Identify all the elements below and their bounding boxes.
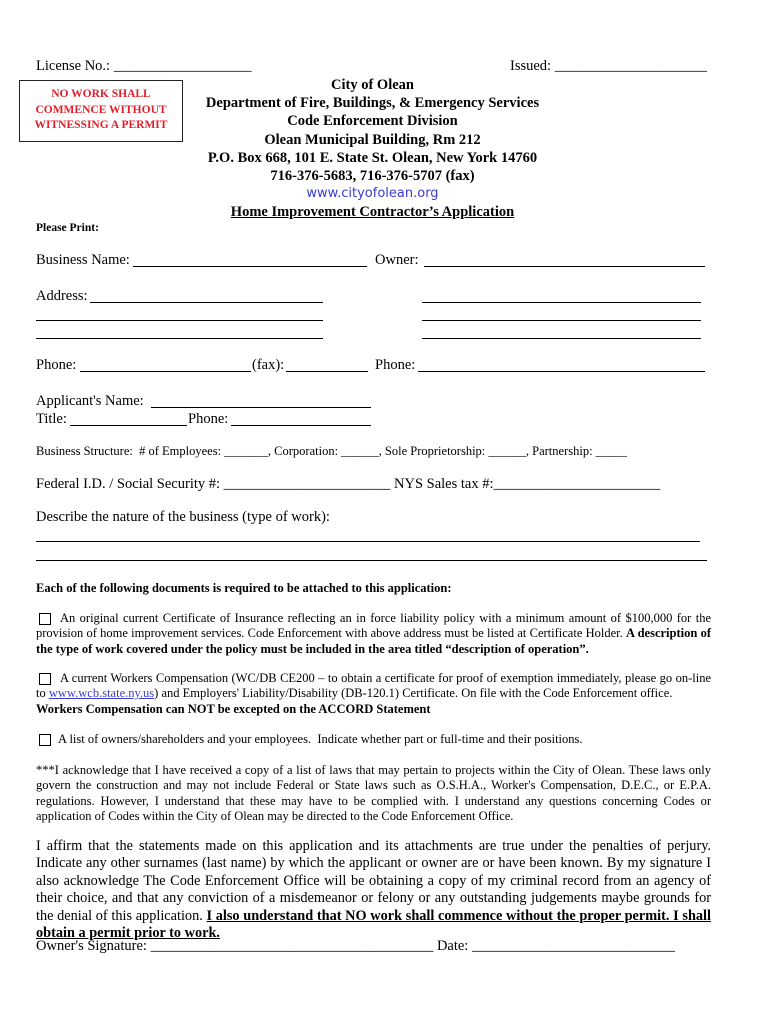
affirmation-paragraph bbox=[36, 838, 711, 942]
owner-phone-label: Phone: bbox=[375, 357, 416, 373]
warning-line: WITNESSING A PERMIT bbox=[34, 119, 168, 131]
address-line-2[interactable] bbox=[36, 320, 323, 321]
federal-id-field: Federal I.D. / Social Security #: _______________________ NYS Sales tax #:_______________________ bbox=[36, 476, 661, 492]
license-number-label: License No.: ___________________ bbox=[36, 58, 252, 74]
workers-comp-text: A current Workers Compensation (WC/DB CE200 – to obtain a certificate for proof of exemption immediately, please go on-line to bbox=[36, 671, 711, 701]
org-building: Olean Municipal Building, Rm 212 bbox=[264, 131, 481, 148]
insurance-text: An original current Certificate of Insurance reflecting an in force liability policy with a minimum amount of $100,000 for the provision of home improvement services. Code Enforcement with above address must be listed at Certificate Holder. bbox=[36, 611, 711, 641]
phone-line[interactable] bbox=[80, 371, 251, 372]
org-city: City of Olean bbox=[331, 77, 414, 93]
business-name-line[interactable] bbox=[133, 266, 367, 267]
title-line[interactable] bbox=[70, 425, 187, 426]
affirmation-text: I affirm that the statements made on this application and its attachments are true under the penalties of perjury. Indicate any other surnames (last name) by which the applicant or owner are or have been known. By my signature I also acknowledge The Code Enforcement Office will be obtaining a copy of my criminal record from an agency of their choice, and that any conviction of a misdemeanor or felony or any outstanding judgements maybe grounds for the denial of this application. bbox=[36, 838, 711, 924]
owner-phone-line[interactable] bbox=[418, 371, 705, 372]
owner-label: Owner: bbox=[375, 252, 419, 268]
owner-signature-field: Owner's Signature: _______________________________________ Date: ____________________________ bbox=[36, 938, 675, 954]
insurance-description-note: A description of the type of work covered under the policy must be included in the area titled “description of operation”. bbox=[36, 626, 711, 656]
org-address: P.O. Box 668, 101 E. State St. Olean, New York 14760 bbox=[207, 149, 538, 166]
website-link[interactable]: www.cityofolean.org bbox=[306, 186, 439, 202]
business-structure-field: Business Structure: # of Employees: _______, Corporation: ______, Sole Proprietorship: ______, Partnership: _____ bbox=[36, 444, 627, 458]
org-division: Code Enforcement Division bbox=[287, 113, 458, 130]
fax-line[interactable] bbox=[286, 371, 368, 372]
applicant-name-label: Applicant's Name: bbox=[36, 393, 144, 409]
describe-line-2[interactable] bbox=[36, 560, 707, 561]
workers-comp-text-2: ) and Employers' Liability/Disability (DB-120.1) Certificate. On file with the Code Enforcement office. bbox=[154, 686, 673, 701]
documents-heading: Each of the following documents is required to be attached to this application: bbox=[36, 581, 452, 595]
workers-comp-note: Workers Compensation can NOT be excepted on the ACCORD Statement bbox=[36, 701, 431, 716]
acknowledgement-text: ***I acknowledge that I have received a copy of a list of laws that may pertain to projects within the City of Olean. These laws only govern the construction and may not include Federal or State laws such as O.S.H.A., Worker's Compensation, D.E.C., or E.P.A. regulations. However, I understand that these may have to be complied with. I understand any questions concerning Codes or application of Codes within the City of Olean may be directed to the Code Enforcement Office. bbox=[36, 763, 711, 823]
describe-line-1[interactable] bbox=[36, 541, 700, 542]
please-print-label: Please Print: bbox=[36, 222, 99, 234]
fax-label: (fax): bbox=[252, 357, 285, 373]
phone-label: Phone: bbox=[36, 357, 77, 373]
applicant-name-line[interactable] bbox=[151, 407, 371, 408]
owner-address-line-1[interactable] bbox=[422, 302, 701, 303]
owners-list-requirement: A list of owners/shareholders and your employees. Indicate whether part or full-time and their positions. bbox=[58, 732, 583, 746]
insurance-requirement bbox=[36, 611, 711, 657]
address-line-3[interactable] bbox=[36, 338, 323, 339]
issued-label: Issued: _____________________ bbox=[510, 58, 707, 74]
permit-statement: I also understand that NO work shall commence without the proper permit. I shall obtain a permit prior to work. bbox=[36, 907, 712, 942]
describe-business-label: Describe the nature of the business (type of work): bbox=[36, 509, 330, 525]
title-phone-line[interactable] bbox=[231, 425, 371, 426]
form-title: Home Improvement Contractor’s Application bbox=[230, 204, 515, 220]
title-phone-label: Phone: bbox=[188, 411, 229, 427]
owner-address-line-2[interactable] bbox=[422, 320, 701, 321]
workers-comp-requirement bbox=[36, 671, 711, 717]
warning-line: NO WORK SHALL bbox=[51, 88, 151, 100]
warning-line: COMMENCE WITHOUT bbox=[35, 103, 167, 116]
address-line-1[interactable] bbox=[90, 302, 323, 303]
organization-header bbox=[150, 76, 595, 203]
wcb-link[interactable]: www.wcb.state.ny.us bbox=[48, 686, 155, 701]
owner-address-line-3[interactable] bbox=[422, 338, 701, 339]
owner-line[interactable] bbox=[424, 266, 705, 267]
business-name-label: Business Name: bbox=[36, 252, 130, 268]
org-phone: 716-376-5683, 716-376-5707 (fax) bbox=[270, 168, 475, 185]
org-department: Department of Fire, Buildings, & Emergency Services bbox=[205, 95, 540, 112]
owners-list-checkbox[interactable] bbox=[39, 734, 51, 746]
title-label: Title: bbox=[36, 411, 67, 427]
address-label: Address: bbox=[36, 288, 88, 304]
